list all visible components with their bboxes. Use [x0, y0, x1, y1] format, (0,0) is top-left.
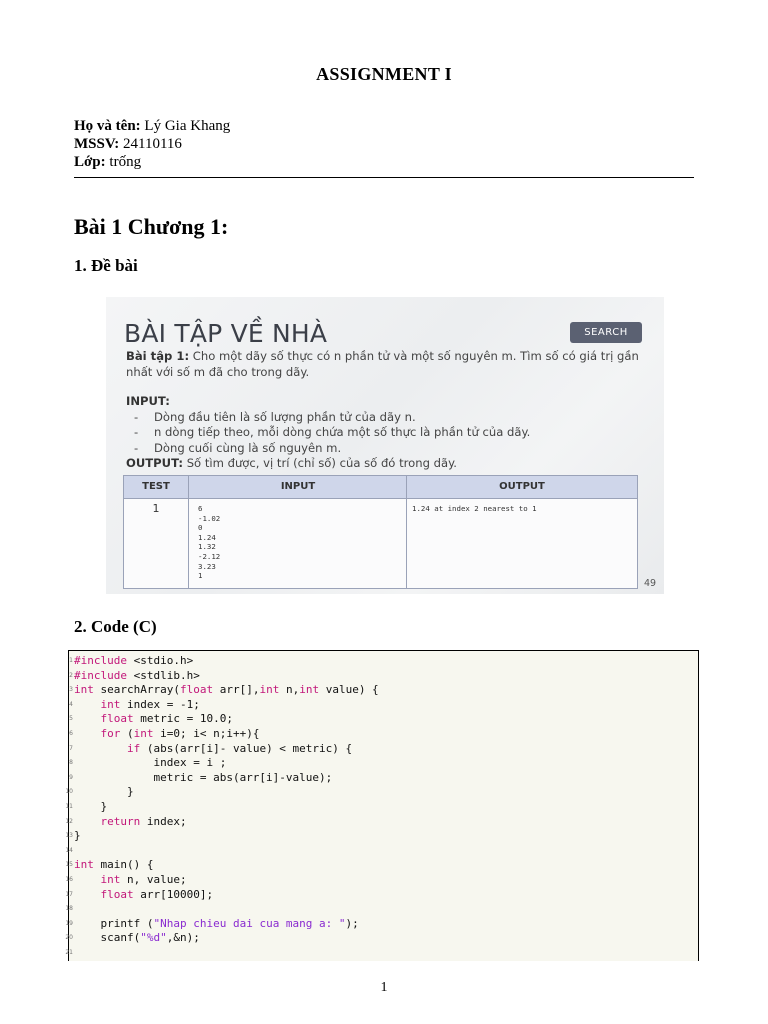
info-label: Họ và tên: — [74, 118, 141, 134]
code-line — [69, 742, 698, 756]
input-line: -1.02 — [198, 513, 221, 523]
slide-page-number: 49 — [644, 578, 657, 589]
output-paragraph — [126, 456, 651, 472]
input-label: INPUT: — [126, 394, 170, 408]
line-number: 11 — [65, 803, 73, 810]
input-line: 0 — [198, 523, 203, 533]
subsection-heading-code: 2. Code (C) — [74, 617, 157, 636]
table-header-output: OUTPUT — [499, 481, 545, 492]
homework-title: BÀI TẬP VỀ NHÀ — [124, 319, 328, 348]
output-label: OUTPUT: — [126, 456, 184, 470]
test-table — [123, 475, 638, 589]
search-button: SEARCH — [570, 322, 642, 343]
line-number: 7 — [69, 744, 73, 752]
input-line: 1 — [198, 571, 203, 581]
line-number: 2 — [69, 671, 73, 679]
line-number: 6 — [69, 730, 73, 737]
line-number: 1 — [69, 657, 73, 664]
code-line — [65, 946, 698, 960]
code-text: scanf("%d",&n); — [74, 931, 200, 945]
code-line — [65, 902, 698, 916]
code-line — [65, 887, 698, 902]
line-number: 5 — [69, 715, 73, 723]
code-text: for (int i=0; i< n;i++){ — [100, 727, 260, 740]
subsection-heading-problem: 1. Đề bài — [74, 256, 138, 275]
line-number: 14 — [65, 846, 73, 854]
code-line — [69, 727, 698, 741]
line-number: 3 — [69, 686, 73, 694]
output-text: Số tìm được, vị trí (chỉ số) của số đó trong dãy. — [186, 456, 457, 470]
input-item-text: Dòng cuối cùng là số nguyên m. — [154, 440, 342, 455]
code-text: } — [74, 829, 81, 843]
code-text: printf ("Nhap chieu dai cua mang a: "); — [74, 916, 359, 930]
line-number: 17 — [65, 890, 73, 898]
input-item: - Dòng cuối cùng là số nguyên m. — [134, 440, 342, 455]
code-line — [65, 873, 698, 887]
info-name-row — [74, 117, 230, 135]
line-number: 4 — [69, 700, 73, 708]
table-header-input: INPUT — [280, 481, 316, 492]
line-number: 10 — [65, 788, 73, 796]
input-line: 6 — [198, 504, 203, 513]
table-header-test: TEST — [142, 481, 170, 492]
code-text: } — [74, 800, 108, 813]
code-text: int n, value; — [100, 873, 187, 886]
input-line: 1.32 — [198, 542, 216, 552]
code-line — [69, 683, 698, 697]
code-line — [69, 771, 698, 785]
code-text: return index; — [100, 814, 187, 828]
document-title: ASSIGNMENT I — [316, 64, 452, 84]
line-number: 21 — [65, 949, 73, 956]
line-number: 16 — [65, 876, 73, 883]
table-column-divider — [188, 476, 407, 588]
section-heading: Bài 1 Chương 1: — [74, 214, 229, 239]
info-id-row — [74, 135, 230, 153]
input-item: - Dòng đầu tiên là số lượng phần tử của dãy n. — [134, 409, 416, 424]
input-line: -2.12 — [198, 551, 221, 561]
code-text: #include <stdio.h> — [74, 654, 194, 667]
line-number: 13 — [65, 832, 73, 840]
code-line — [65, 814, 698, 829]
table-cell-input — [198, 504, 220, 581]
code-line — [65, 858, 698, 872]
code-text: int searchArray(float arr[],int n,int value) { — [74, 683, 379, 697]
info-value: trống — [109, 154, 142, 170]
code-line — [65, 844, 698, 858]
code-text: int main() { — [74, 858, 154, 872]
info-value: Lý Gia Khang — [144, 118, 231, 134]
code-line — [65, 916, 698, 931]
line-number: 8 — [69, 759, 73, 767]
table-cell-test: 1 — [152, 502, 160, 515]
horizontal-rule — [74, 177, 694, 178]
exercise-text: Cho một dãy số thực có n phần tử và một số nguyên m. Tìm số có giá trị gần nhất với số m đã cho trong dãy. — [126, 349, 639, 379]
code-line — [65, 785, 698, 799]
info-label: Lớp: — [74, 154, 106, 170]
line-number: 18 — [65, 905, 73, 913]
code-line — [69, 669, 698, 683]
code-line — [65, 800, 698, 814]
input-line: 3.23 — [198, 561, 216, 571]
input-item-text: Dòng đầu tiên là số lượng phần tử của dãy n. — [154, 409, 416, 424]
input-item: - n dòng tiếp theo, mỗi dòng chứa một số thực là phần tử của dãy. — [134, 425, 531, 439]
info-class-row — [74, 153, 230, 171]
code-line — [65, 829, 698, 843]
code-line — [69, 712, 698, 726]
code-text: index = i ; — [74, 756, 227, 770]
code-listing — [65, 650, 699, 961]
line-number: 19 — [65, 919, 73, 927]
code-line — [69, 654, 698, 668]
code-text: float arr[10000]; — [100, 887, 214, 901]
code-text: metric = abs(arr[i]-value); — [74, 770, 333, 784]
student-info — [74, 117, 230, 171]
code-line — [69, 756, 698, 770]
exercise-paragraph — [126, 349, 651, 380]
table-column-divider — [124, 476, 189, 588]
info-value: 24110116 — [123, 136, 182, 152]
code-text: #include <stdlib.h> — [74, 668, 200, 682]
line-number: 9 — [69, 773, 73, 781]
table-cell-output: 1.24 at index 2 nearest to 1 — [412, 504, 537, 513]
input-item-text: n dòng tiếp theo, mỗi dòng chứa một số thực là phần tử của dãy. — [154, 425, 531, 439]
line-number: 12 — [65, 817, 73, 825]
line-number: 20 — [65, 934, 73, 942]
line-number: 15 — [65, 861, 73, 869]
code-line — [65, 931, 698, 945]
code-text: if (abs(arr[i]- value) < metric) { — [126, 741, 353, 755]
info-label: MSSV: — [74, 136, 120, 152]
homework-image — [106, 297, 664, 594]
code-text: } — [74, 785, 134, 799]
code-line — [69, 698, 698, 712]
input-line: 1.24 — [198, 532, 216, 542]
code-text: float metric = 10.0; — [100, 712, 233, 726]
page-number: 1 — [380, 980, 388, 995]
exercise-label: Bài tập 1: — [126, 349, 190, 363]
homework-description — [126, 349, 651, 472]
code-text: int index = -1; — [100, 697, 200, 711]
